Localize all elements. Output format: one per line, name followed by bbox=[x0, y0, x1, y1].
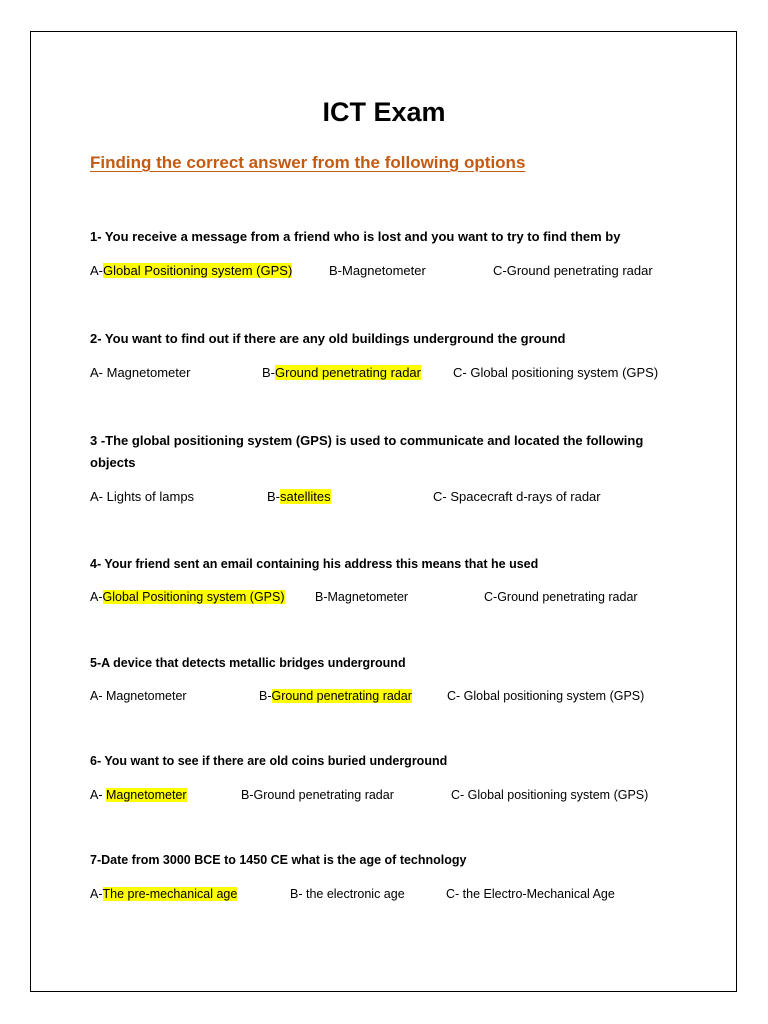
q4-option-a[interactable] bbox=[90, 588, 285, 606]
page-border bbox=[30, 31, 737, 992]
q2-option-b-answer: Ground penetrating radar bbox=[275, 365, 421, 380]
q4-option-a-prefix: A- bbox=[90, 590, 103, 604]
q6-option-a[interactable] bbox=[90, 786, 187, 804]
q5-option-a[interactable]: A- Magnetometer bbox=[90, 689, 187, 703]
q5-option-c[interactable]: C- Global positioning system (GPS) bbox=[447, 689, 645, 703]
q7-option-a[interactable] bbox=[90, 885, 237, 903]
question-4: 4- Your friend sent an email containing his address this means that he used bbox=[90, 557, 539, 571]
q6-option-b[interactable]: B-Ground penetrating radar bbox=[241, 788, 394, 802]
q3-option-c[interactable]: C- Spacecraft d-rays of radar bbox=[433, 489, 601, 504]
question-2: 2- You want to find out if there are any old buildings underground the ground bbox=[90, 331, 566, 346]
q1-option-a-answer: Global Positioning system (GPS) bbox=[103, 263, 293, 278]
q2-option-c[interactable]: C- Global positioning system (GPS) bbox=[453, 365, 659, 380]
q7-option-a-answer: The pre-mechanical age bbox=[102, 887, 238, 901]
q5-option-b[interactable] bbox=[259, 687, 412, 705]
q2-option-b-prefix: B- bbox=[262, 365, 275, 380]
q1-option-c[interactable]: C-Ground penetrating radar bbox=[493, 263, 653, 278]
question-7: 7-Date from 3000 BCE to 1450 CE what is the age of technology bbox=[90, 853, 467, 867]
q7-option-b[interactable]: B- the electronic age bbox=[290, 887, 405, 901]
q7-option-c[interactable]: C- the Electro-Mechanical Age bbox=[446, 887, 615, 901]
q2-option-a[interactable]: A- Magnetometer bbox=[90, 365, 191, 380]
page-subtitle: Finding the correct answer from the following options bbox=[90, 153, 526, 172]
q6-option-a-answer: Magnetometer bbox=[105, 788, 187, 802]
q3-option-b-answer: satellites bbox=[280, 489, 331, 504]
q2-option-b[interactable] bbox=[262, 364, 421, 382]
page-title: ICT Exam bbox=[322, 97, 446, 127]
q1-option-a[interactable] bbox=[90, 262, 292, 280]
q4-option-a-answer: Global Positioning system (GPS) bbox=[102, 590, 285, 604]
q4-option-b[interactable]: B-Magnetometer bbox=[315, 590, 409, 604]
q3-option-b[interactable] bbox=[267, 488, 331, 506]
question-1: 1- You receive a message from a friend who is lost and you want to try to find them by bbox=[90, 229, 621, 244]
question-3-line-2: objects bbox=[90, 455, 136, 470]
q5-option-b-prefix: B- bbox=[259, 689, 272, 703]
question-5: 5-A device that detects metallic bridges underground bbox=[90, 656, 406, 670]
q7-option-a-prefix: A- bbox=[90, 887, 103, 901]
question-6: 6- You want to see if there are old coins buried underground bbox=[90, 754, 448, 768]
q5-option-b-answer: Ground penetrating radar bbox=[271, 689, 412, 703]
q3-option-a[interactable]: A- Lights of lamps bbox=[90, 489, 195, 504]
q6-option-c[interactable]: C- Global positioning system (GPS) bbox=[451, 788, 649, 802]
q1-option-a-prefix: A- bbox=[90, 263, 103, 278]
q6-option-a-prefix: A- bbox=[90, 788, 106, 802]
q4-option-c[interactable]: C-Ground penetrating radar bbox=[484, 590, 638, 604]
q3-option-b-prefix: B- bbox=[267, 489, 280, 504]
q1-option-b[interactable]: B-Magnetometer bbox=[329, 263, 426, 278]
question-3-line-1: 3 -The global positioning system (GPS) is used to communicate and located the following bbox=[90, 433, 644, 448]
